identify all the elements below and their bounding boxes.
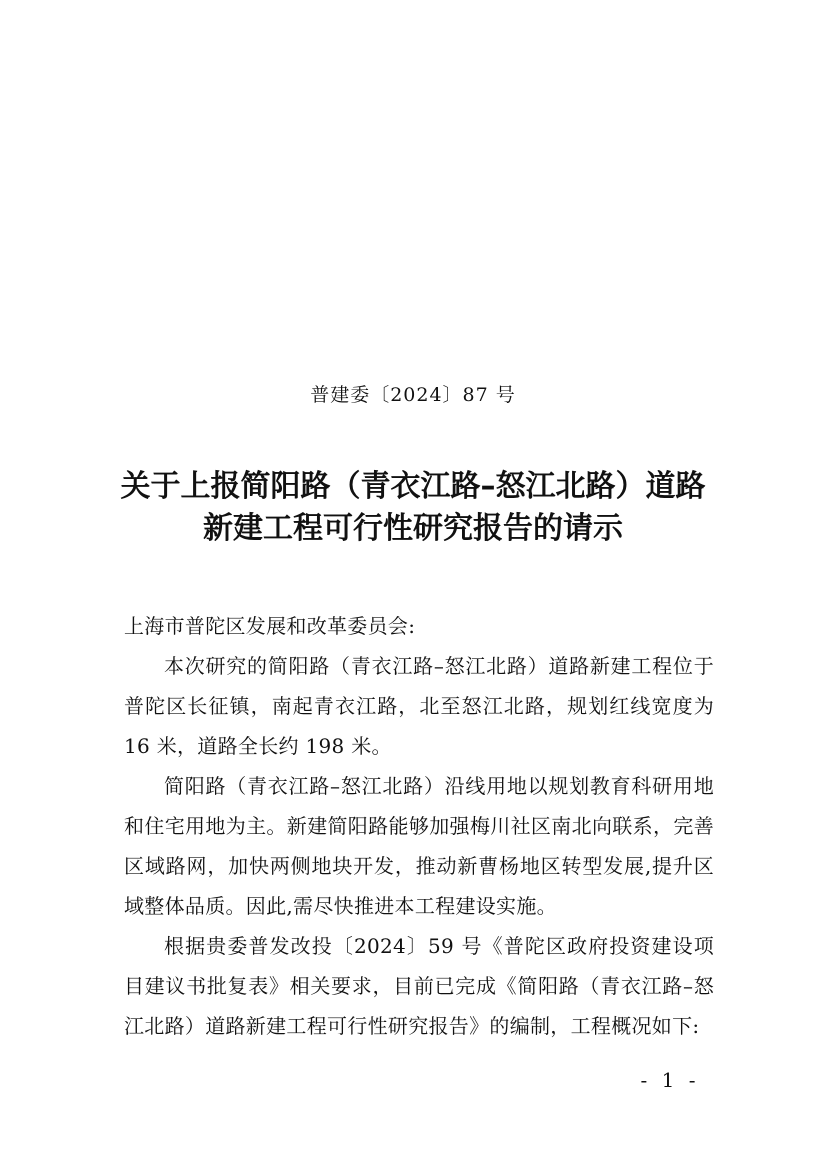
paragraph-3: 根据贵委普发改投〔2024〕59 号《普陀区政府投资建设项目建议书批复表》相关要求，目前已完成《简阳路（青衣江路–怒江北路）道路新建工程可行性研究报告》的编制，工程概况如下: bbox=[124, 934, 714, 1038]
document-body bbox=[124, 606, 714, 1046]
paragraph-1: 本次研究的简阳路（青衣江路–怒江北路）道路新建工程位于普陀区长征镇，南起青衣江路，北至怒江北路，规划红线宽度为 16 米，道路全长约 198 米。 bbox=[124, 654, 714, 758]
addressee: 上海市普陀区发展和改革委员会: bbox=[124, 614, 416, 638]
title-line-2: 新建工程可行性研究报告的请示 bbox=[203, 511, 623, 546]
document-number: 普建委〔2024〕87 号 bbox=[310, 384, 516, 406]
page-number: - 1 - bbox=[640, 1068, 700, 1092]
paragraph-2: 简阳路（青衣江路–怒江北路）沿线用地以规划教育科研用地和住宅用地为主。新建简阳路能够加强梅川社区南北向联系，完善区域路网，加快两侧地块开发，推动新曹杨地区转型发展,提升区域整体品质。因此,需尽快推进本工程建设实施。 bbox=[124, 774, 714, 918]
document-title bbox=[0, 466, 826, 550]
title-line-1: 关于上报简阳路（青衣江路–怒江北路）道路 bbox=[120, 469, 706, 504]
